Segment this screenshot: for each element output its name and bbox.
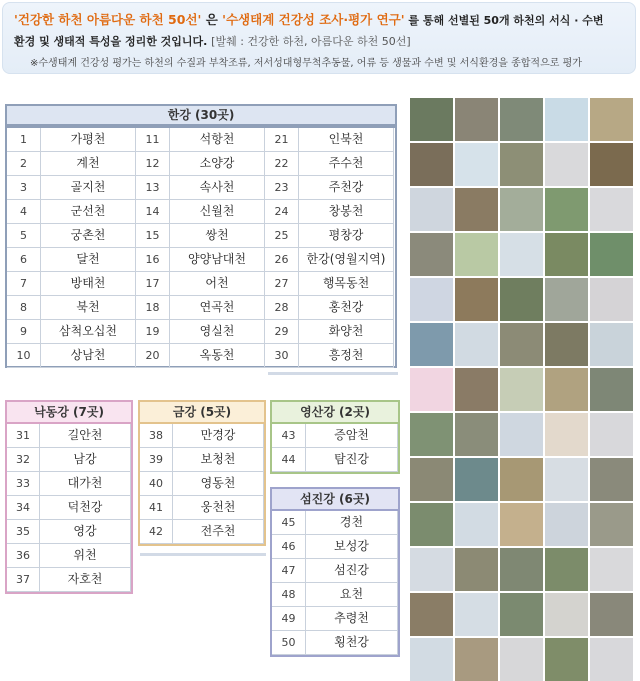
river-photo-tile	[455, 233, 498, 276]
river-photo-tile	[500, 548, 543, 591]
river-name: 가평천	[41, 128, 136, 152]
particle-eun: 은	[201, 12, 223, 27]
river-photo-tile	[410, 548, 453, 591]
river-row	[272, 607, 398, 631]
river-row	[265, 272, 394, 296]
river-number: 12	[136, 152, 170, 176]
river-number: 18	[136, 296, 170, 320]
river-number: 50	[272, 631, 306, 655]
river-row	[272, 559, 398, 583]
river-row	[7, 128, 136, 152]
river-row	[7, 248, 136, 272]
river-number: 37	[7, 568, 40, 592]
river-photo-tile	[545, 548, 588, 591]
river-photo-tile	[545, 188, 588, 231]
river-row	[136, 200, 265, 224]
river-name: 섬진강	[306, 559, 398, 583]
river-number: 20	[136, 344, 170, 368]
river-name: 방태천	[41, 272, 136, 296]
river-name: 쌍천	[170, 224, 265, 248]
river-name: 어천	[170, 272, 265, 296]
intro-line-2-text: 환경 및 생태적 특성을 정리한 것입니다.	[14, 35, 212, 48]
book-title: '건강한 하천 아름다운 하천 50선'	[14, 12, 202, 27]
river-name: 소양강	[170, 152, 265, 176]
river-number: 22	[265, 152, 299, 176]
river-row	[140, 424, 264, 448]
river-name: 주수천	[299, 152, 394, 176]
river-name: 행목동천	[299, 272, 394, 296]
river-name: 횡천강	[306, 631, 398, 655]
river-photo-tile	[410, 233, 453, 276]
river-photo-tile	[455, 413, 498, 456]
river-photo-mosaic	[410, 100, 636, 640]
river-name: 속사천	[170, 176, 265, 200]
river-photo-tile	[500, 98, 543, 141]
river-photo-tile	[455, 638, 498, 681]
river-number: 11	[136, 128, 170, 152]
river-number: 9	[7, 320, 41, 344]
river-photo-tile	[590, 458, 633, 501]
river-photo-tile	[545, 593, 588, 636]
han-river-title: 한강 (30곳)	[5, 104, 397, 126]
river-number: 49	[272, 607, 306, 631]
river-photo-tile	[455, 503, 498, 546]
river-photo-tile	[410, 638, 453, 681]
river-photo-tile	[500, 413, 543, 456]
river-row	[7, 520, 131, 544]
river-name: 전주천	[173, 520, 264, 544]
river-number: 25	[265, 224, 299, 248]
river-photo-tile	[455, 98, 498, 141]
river-row	[7, 472, 131, 496]
river-photo-tile	[410, 323, 453, 366]
river-name: 만경강	[173, 424, 264, 448]
river-number: 30	[265, 344, 299, 368]
evaluation-note: ※수생태계 건강성 평가는 하천의 수질과 부착조류, 저서성대형무척추동물, 어류 등 생물과 수변 및 서식환경을 종합적으로 평가	[30, 58, 582, 69]
river-name: 자호천	[40, 568, 131, 592]
river-name: 석항천	[170, 128, 265, 152]
river-photo-tile	[410, 98, 453, 141]
river-name: 신월천	[170, 200, 265, 224]
river-name: 덕천강	[40, 496, 131, 520]
river-row	[265, 152, 394, 176]
river-photo-tile	[500, 503, 543, 546]
river-number: 5	[7, 224, 41, 248]
river-row	[140, 496, 264, 520]
river-row	[272, 511, 398, 535]
river-number: 31	[7, 424, 40, 448]
divider	[268, 372, 398, 375]
river-number: 17	[136, 272, 170, 296]
river-number: 7	[7, 272, 41, 296]
river-name: 상남천	[41, 344, 136, 368]
river-name: 홍천강	[299, 296, 394, 320]
river-row	[7, 320, 136, 344]
river-row	[7, 448, 131, 472]
river-photo-tile	[455, 458, 498, 501]
river-number: 44	[272, 448, 306, 472]
river-photo-tile	[545, 413, 588, 456]
river-number: 32	[7, 448, 40, 472]
river-name: 창봉천	[299, 200, 394, 224]
river-photo-tile	[590, 188, 633, 231]
river-number: 40	[140, 472, 173, 496]
river-photo-tile	[545, 143, 588, 186]
river-photo-tile	[590, 593, 633, 636]
study-title: '수생태계 건강성 조사·평가 연구'	[222, 12, 405, 27]
river-row	[136, 296, 265, 320]
river-name: 화양천	[299, 320, 394, 344]
river-name: 군선천	[41, 200, 136, 224]
river-name: 추령천	[306, 607, 398, 631]
river-row	[7, 544, 131, 568]
geum-river-title: 금강 (5곳)	[138, 400, 266, 424]
river-row	[7, 224, 136, 248]
river-photo-tile	[590, 323, 633, 366]
river-number: 10	[7, 344, 41, 368]
yeongsan-river-table	[270, 424, 400, 474]
river-row	[136, 224, 265, 248]
river-name: 영동천	[173, 472, 264, 496]
river-row	[7, 152, 136, 176]
river-photo-tile	[545, 278, 588, 321]
river-row	[136, 320, 265, 344]
river-photo-tile	[410, 278, 453, 321]
han-river-table	[5, 126, 397, 368]
river-number: 45	[272, 511, 306, 535]
river-name: 연곡천	[170, 296, 265, 320]
river-row	[7, 200, 136, 224]
river-row	[140, 448, 264, 472]
river-row	[272, 535, 398, 559]
river-name: 흥정천	[299, 344, 394, 368]
river-number: 41	[140, 496, 173, 520]
river-row	[265, 248, 394, 272]
river-photo-tile	[590, 413, 633, 456]
river-row	[272, 583, 398, 607]
river-number: 47	[272, 559, 306, 583]
river-number: 48	[272, 583, 306, 607]
river-row	[7, 176, 136, 200]
river-row	[265, 224, 394, 248]
river-name: 탐진강	[306, 448, 398, 472]
river-number: 2	[7, 152, 41, 176]
river-number: 21	[265, 128, 299, 152]
river-photo-tile	[500, 233, 543, 276]
river-photo-tile	[545, 638, 588, 681]
river-row	[7, 424, 131, 448]
river-photo-tile	[590, 368, 633, 411]
river-row	[272, 631, 398, 655]
river-number: 43	[272, 424, 306, 448]
river-row	[7, 496, 131, 520]
river-name: 경천	[306, 511, 398, 535]
river-photo-tile	[590, 98, 633, 141]
intro-line-1	[14, 10, 603, 28]
river-name: 삼척오십천	[41, 320, 136, 344]
river-row	[265, 176, 394, 200]
river-number: 39	[140, 448, 173, 472]
river-name: 계천	[41, 152, 136, 176]
river-photo-tile	[500, 638, 543, 681]
river-number: 4	[7, 200, 41, 224]
river-photo-tile	[410, 368, 453, 411]
river-photo-tile	[500, 143, 543, 186]
source-citation: [발췌 : 건강한 하천, 아름다운 하천 50선]	[211, 35, 411, 48]
river-row	[136, 344, 265, 368]
river-photo-tile	[410, 143, 453, 186]
river-photo-tile	[455, 278, 498, 321]
river-name: 남강	[40, 448, 131, 472]
river-name: 길안천	[40, 424, 131, 448]
river-row	[136, 128, 265, 152]
river-number: 34	[7, 496, 40, 520]
river-photo-tile	[590, 638, 633, 681]
river-name: 대가천	[40, 472, 131, 496]
river-row	[136, 272, 265, 296]
river-photo-tile	[455, 368, 498, 411]
river-number: 8	[7, 296, 41, 320]
intro-line-1-tail: 를 통해 선별된 50개 하천의 서식 · 수변	[404, 14, 604, 27]
river-number: 1	[7, 128, 41, 152]
river-photo-tile	[410, 413, 453, 456]
river-photo-tile	[590, 143, 633, 186]
river-photo-tile	[410, 188, 453, 231]
river-number: 26	[265, 248, 299, 272]
river-row	[140, 520, 264, 544]
river-number: 36	[7, 544, 40, 568]
river-number: 42	[140, 520, 173, 544]
river-row	[265, 296, 394, 320]
river-number: 33	[7, 472, 40, 496]
river-number: 28	[265, 296, 299, 320]
nakdong-river-table	[5, 424, 133, 594]
river-name: 영실천	[170, 320, 265, 344]
river-row	[136, 152, 265, 176]
river-name: 웅천천	[173, 496, 264, 520]
river-name: 북천	[41, 296, 136, 320]
river-number: 46	[272, 535, 306, 559]
river-row	[7, 344, 136, 368]
river-number: 19	[136, 320, 170, 344]
river-row	[272, 448, 398, 472]
river-row	[136, 248, 265, 272]
river-row	[272, 424, 398, 448]
river-name: 영강	[40, 520, 131, 544]
river-row	[140, 472, 264, 496]
river-row	[7, 296, 136, 320]
river-photo-tile	[500, 323, 543, 366]
river-photo-tile	[545, 368, 588, 411]
yeongsan-river-title: 영산강 (2곳)	[270, 400, 400, 424]
river-name: 달천	[41, 248, 136, 272]
river-photo-tile	[500, 368, 543, 411]
river-photo-tile	[545, 458, 588, 501]
river-name: 궁촌천	[41, 224, 136, 248]
river-number: 3	[7, 176, 41, 200]
river-name: 옥동천	[170, 344, 265, 368]
geum-river-table	[138, 424, 266, 546]
river-photo-tile	[545, 233, 588, 276]
river-photo-tile	[500, 278, 543, 321]
river-name: 증암천	[306, 424, 398, 448]
river-number: 27	[265, 272, 299, 296]
river-number: 35	[7, 520, 40, 544]
river-number: 13	[136, 176, 170, 200]
river-number: 14	[136, 200, 170, 224]
river-row	[265, 320, 394, 344]
river-name: 양양남대천	[170, 248, 265, 272]
river-row	[265, 200, 394, 224]
river-row	[265, 344, 394, 368]
river-name: 요천	[306, 583, 398, 607]
river-photo-tile	[410, 593, 453, 636]
river-photo-tile	[590, 278, 633, 321]
river-photo-tile	[455, 593, 498, 636]
river-name: 주천강	[299, 176, 394, 200]
river-photo-tile	[455, 188, 498, 231]
river-photo-tile	[410, 458, 453, 501]
river-name: 골지천	[41, 176, 136, 200]
river-photo-tile	[545, 503, 588, 546]
river-number: 24	[265, 200, 299, 224]
river-number: 23	[265, 176, 299, 200]
river-name: 한강(영월지역)	[299, 248, 394, 272]
nakdong-river-title: 낙동강 (7곳)	[5, 400, 133, 424]
river-name: 평창강	[299, 224, 394, 248]
river-photo-tile	[590, 548, 633, 591]
river-photo-tile	[500, 593, 543, 636]
river-row	[7, 568, 131, 592]
river-number: 16	[136, 248, 170, 272]
river-photo-tile	[455, 323, 498, 366]
river-photo-tile	[455, 548, 498, 591]
river-photo-tile	[455, 143, 498, 186]
river-photo-tile	[410, 503, 453, 546]
river-row	[7, 272, 136, 296]
seomjin-river-table	[270, 511, 400, 657]
river-number: 6	[7, 248, 41, 272]
river-photo-tile	[545, 323, 588, 366]
intro-line-2	[14, 33, 411, 49]
river-row	[265, 128, 394, 152]
river-name: 인북천	[299, 128, 394, 152]
divider	[140, 553, 266, 556]
river-photo-tile	[500, 188, 543, 231]
river-photo-tile	[590, 233, 633, 276]
river-photo-tile	[590, 503, 633, 546]
river-row	[136, 176, 265, 200]
river-name: 보청천	[173, 448, 264, 472]
river-photo-tile	[545, 98, 588, 141]
river-number: 15	[136, 224, 170, 248]
river-number: 29	[265, 320, 299, 344]
river-name: 위천	[40, 544, 131, 568]
river-photo-tile	[500, 458, 543, 501]
river-name: 보성강	[306, 535, 398, 559]
river-number: 38	[140, 424, 173, 448]
seomjin-river-title: 섬진강 (6곳)	[270, 487, 400, 511]
